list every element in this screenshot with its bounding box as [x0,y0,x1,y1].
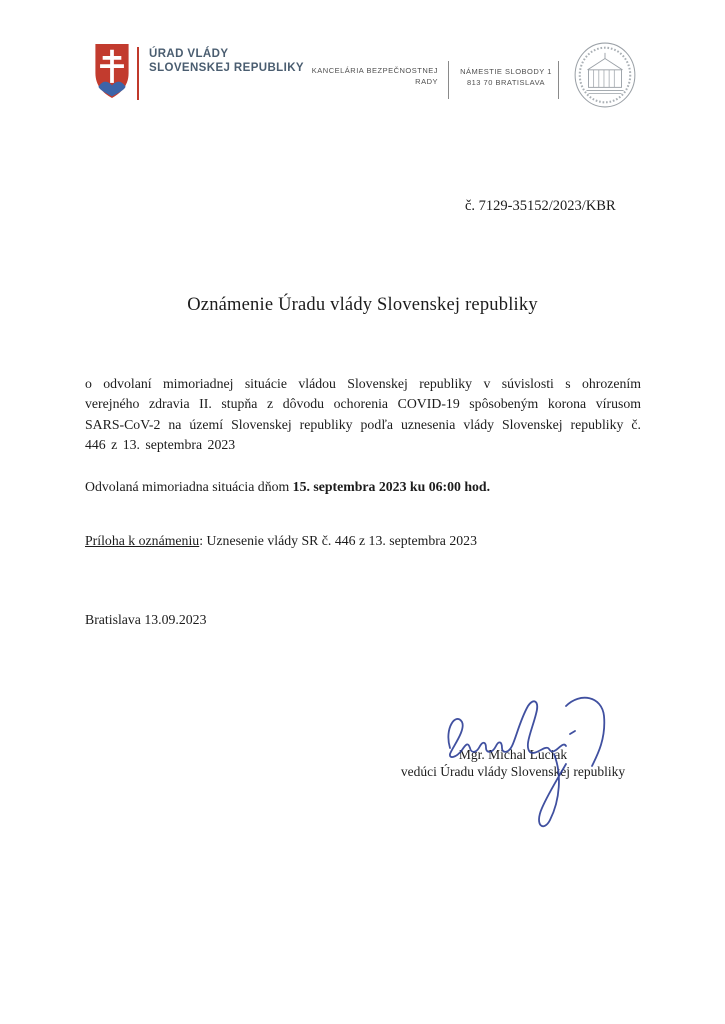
org-name [149,47,304,75]
revocation-prefix: Odvolaná mimoriadna situácia dňom [85,479,293,494]
signatory-name: Mgr. Michal Luciak [458,747,568,762]
body-paragraph: o odvolaní mimoriadnej situácie vládou Slovenskej republiky v súvislosti s ohrozením verejného zdravia II. stupňa z dôvodu ochorenia COVID-19 spôsobeným korona vírusom SARS-CoV-2 na území Slovenskej republiky podľa uznesenia vlády Slovenskej republiky č. 446 z 13. septembra 2023 [85,376,641,453]
handwritten-signature-ink [420,690,615,842]
place-date: Bratislava 13.09.2023 [85,612,207,627]
attachment-label: Príloha k oznámeniu [85,533,200,548]
attachment-value: : Uznesenie vlády SR č. 446 z 13. septembra 2023 [199,533,477,548]
address-line1: NÁMESTIE SLOBODY 1 [460,67,552,76]
official-round-seal-icon [572,41,638,109]
address-line2: 813 70 BRATISLAVA [466,77,546,87]
signatory-role: vedúci Úradu vlády Slovenskej republiky [400,764,626,779]
reference-number: č. 7129-35152/2023/KBR [465,198,616,214]
address-block [457,67,555,88]
attachment-line [85,533,477,549]
org-name-line1: ÚRAD VLÁDY [149,48,229,60]
letterhead-red-divider [137,47,139,100]
document-title: Oznámenie Úradu vlády Slovenskej republiky [187,295,538,315]
revocation-date-bold: 15. septembra 2023 ku 06:00 hod. [292,479,491,494]
letterhead-divider-1 [448,61,449,99]
revocation-line [85,479,490,495]
letterhead-divider-2 [558,61,559,99]
department-line2: RADY [415,76,438,86]
department-line1: KANCELÁRIA BEZPEČNOSTNEJ [311,66,438,75]
org-name-line2: SLOVENSKEJ REPUBLIKY [149,62,304,74]
slovak-coat-of-arms-icon [94,43,130,99]
department-name [296,66,438,87]
